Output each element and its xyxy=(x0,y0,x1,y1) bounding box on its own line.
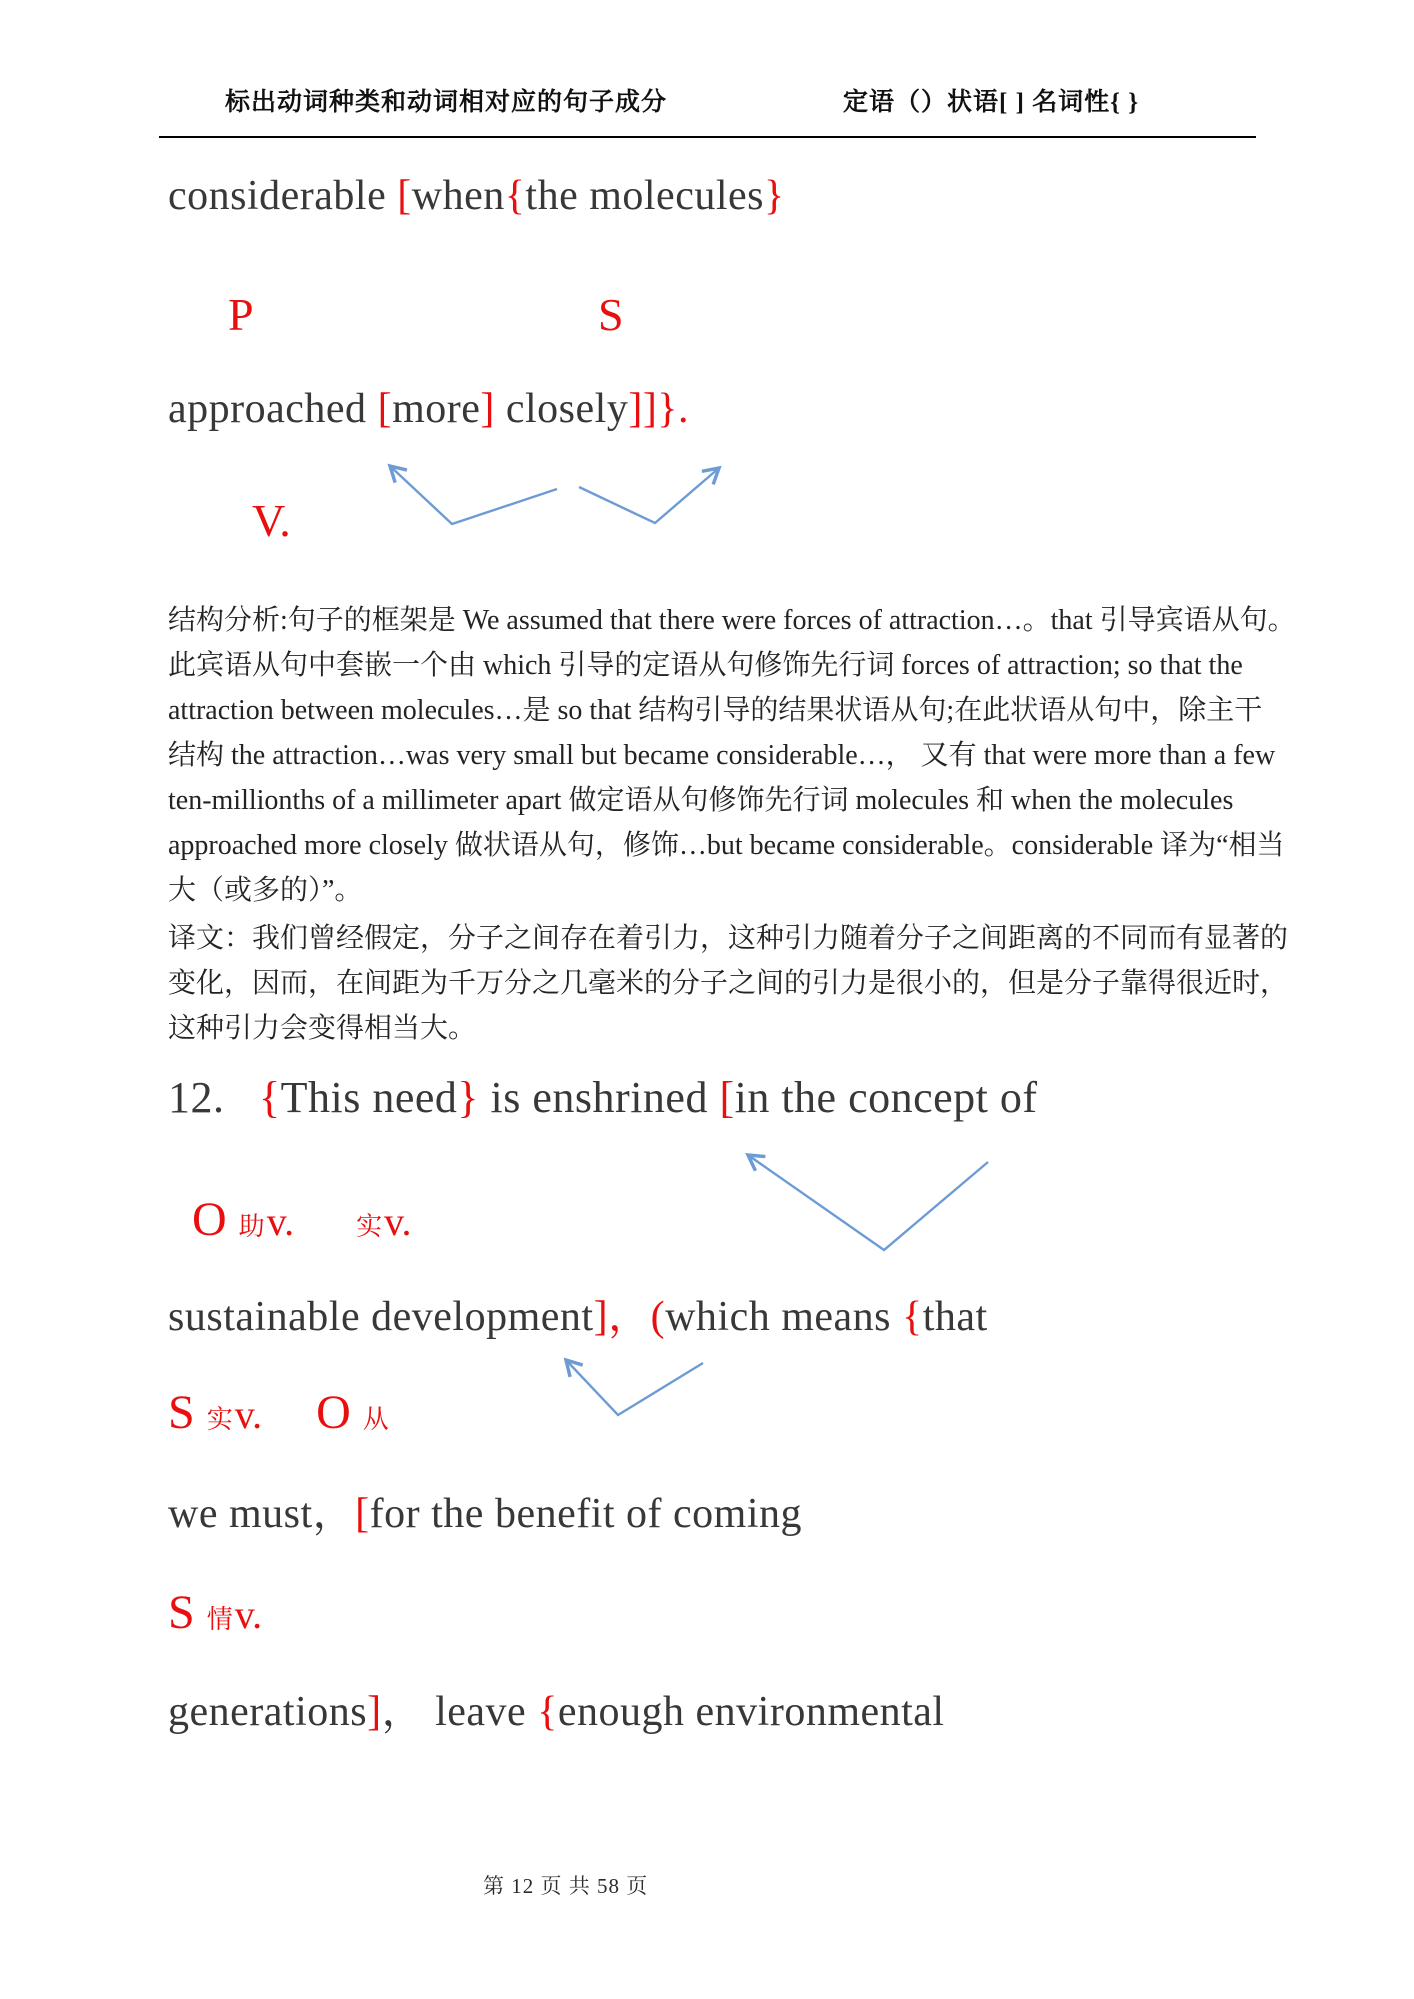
sentence-text: that xyxy=(922,1294,988,1340)
paragraph-line: 大（或多的）”。 xyxy=(168,875,363,906)
bracket-mark: [ xyxy=(377,386,393,432)
bracket-mark: } xyxy=(764,173,785,219)
paragraph-line: ten-millionths of a millimeter apart 做定语从句修饰先行词 molecules 和 when the molecules xyxy=(168,785,1234,816)
bracket-mark: { xyxy=(902,1294,923,1340)
grammar-label: v. xyxy=(234,1592,263,1637)
grammar-label-p: P xyxy=(228,289,254,340)
paragraph-line: attraction between molecules…是 so that 结构引导的结果状语从句;在此状语从句中，除主干 xyxy=(168,695,1263,726)
grammar-label: S xyxy=(168,1586,195,1639)
grammar-label-v: V. xyxy=(252,495,291,546)
sentence12-line3 xyxy=(168,1480,802,1540)
sentence-text: This need xyxy=(280,1073,458,1122)
sentence-text: we must， xyxy=(168,1491,356,1537)
bracket-mark: ] xyxy=(593,1294,609,1340)
grammar-label: S xyxy=(168,1386,195,1439)
sentence12-labels-row1 xyxy=(192,1192,416,1247)
bracket-mark: } xyxy=(457,1073,480,1122)
grammar-label: O xyxy=(192,1193,227,1246)
paragraph-line: 此宾语从句中套嵌一个由 which 引导的定语从句修饰先行词 forces of attraction; so that the xyxy=(168,650,1243,681)
bracket-mark: ( xyxy=(650,1294,666,1340)
sentence-text: more xyxy=(392,386,481,432)
paragraph-line: approached more closely 做状语从句，修饰…but became considerable。considerable 译为“相当 xyxy=(168,830,1285,861)
sentence-text: approached xyxy=(168,386,378,432)
paragraph-line: 结构 the attraction…was very small but became considerable…， 又有 that were more than a few xyxy=(168,740,1276,771)
bracket-mark: ， xyxy=(608,1294,651,1340)
bracket-mark: [ xyxy=(397,173,412,219)
bracket-mark: ] xyxy=(367,1689,382,1735)
sentence-text: which means xyxy=(665,1294,903,1340)
bracket-mark: { xyxy=(259,1073,281,1122)
sentence12-labels-row3 xyxy=(168,1585,266,1640)
sentence1-line1 xyxy=(168,172,785,220)
bracket-mark: { xyxy=(537,1689,558,1735)
translation-paragraph xyxy=(168,916,1289,1051)
page-number: 第 12 页 共 58 页 xyxy=(483,1874,649,1898)
paragraph-line: 这种引力会变得相当大。 xyxy=(168,1013,477,1044)
header-title: 标出动词种类和动词相对应的句子成分 xyxy=(225,89,668,116)
sentence-text: the molecules xyxy=(525,173,764,219)
sentence-text: in the concept of xyxy=(734,1073,1038,1122)
sentence-text: 12. xyxy=(168,1073,259,1122)
arrow-to-closely xyxy=(579,468,719,523)
bracket-mark: [ xyxy=(719,1073,735,1122)
bracket-mark: ] xyxy=(480,386,495,432)
arrow-to-development xyxy=(566,1360,703,1415)
sentence12-line4 xyxy=(168,1678,945,1738)
header-rule xyxy=(159,136,1256,138)
bracket-mark: ]]}. xyxy=(628,386,689,432)
grammar-label: v. xyxy=(384,1199,412,1244)
grammar-label: 实 xyxy=(206,1405,233,1434)
grammar-label-s: S xyxy=(598,289,624,340)
arrow-to-enshrined xyxy=(748,1155,988,1250)
bracket-mark: { xyxy=(504,173,526,219)
sentence-text: is enshrined xyxy=(479,1073,720,1122)
sentence-text: ， leave xyxy=(381,1689,538,1735)
grammar-label: 从 xyxy=(362,1405,389,1434)
bracket-mark: [ xyxy=(355,1491,370,1537)
grammar-label: 情 xyxy=(206,1605,233,1634)
sentence-text: generations xyxy=(168,1689,368,1735)
analysis-paragraph xyxy=(168,598,1296,913)
header-legend: 定语（）状语[ ] 名词性{ } xyxy=(843,89,1140,116)
sentence12-labels-row2 xyxy=(168,1385,391,1440)
sentence-text: enough environmental xyxy=(557,1689,945,1735)
paragraph-line: 变化，因而，在间距为千万分之几毫米的分子之间的引力是很小的，但是分子靠得很近时， xyxy=(168,968,1289,999)
sentence-text: closely xyxy=(494,386,629,432)
grammar-label: v. xyxy=(234,1392,263,1437)
sentence-text: for the benefit of coming xyxy=(369,1491,803,1537)
sentence-text: sustainable development xyxy=(168,1294,594,1340)
grammar-label: O xyxy=(316,1386,351,1439)
grammar-label: v. xyxy=(266,1199,295,1244)
paragraph-line: 译文：我们曾经假定，分子之间存在着引力，这种引力随着分子之间距离的不同而有显著的 xyxy=(168,923,1289,954)
sentence-text: when xyxy=(411,173,505,219)
arrow-to-approached xyxy=(390,466,557,524)
sentence1-line2 xyxy=(168,385,689,433)
paragraph-line: 结构分析:句子的框架是 We assumed that there were forces of attraction…。that 引导宾语从句。 xyxy=(168,605,1296,636)
sentence12-line2 xyxy=(168,1283,988,1343)
grammar-label: 实 xyxy=(356,1212,383,1241)
sentence12-line1 xyxy=(168,1072,1038,1123)
sentence-text: considerable xyxy=(168,173,398,219)
grammar-label: 助 xyxy=(238,1212,265,1241)
